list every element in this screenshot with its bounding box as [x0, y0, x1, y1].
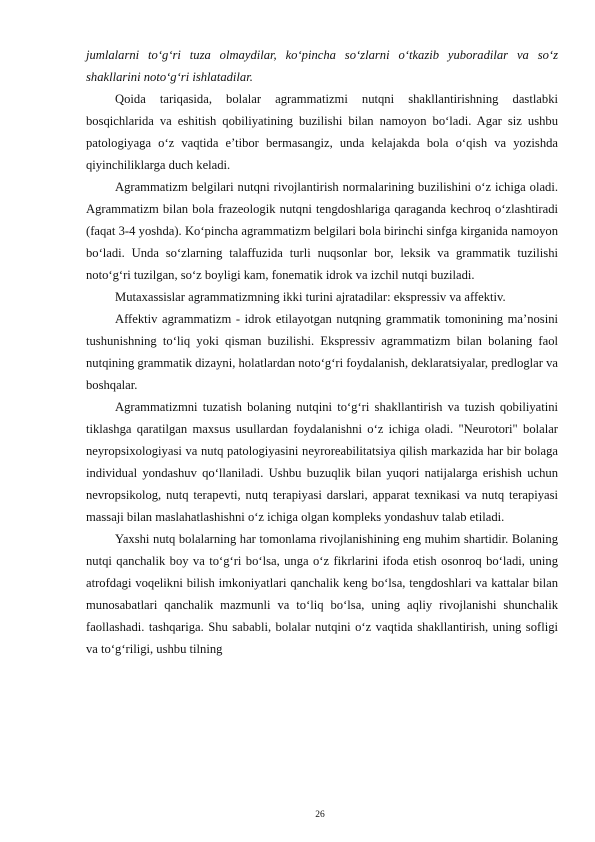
paragraph-good-speech: Yaxshi nutq bolalarning har tomonlama rivojlanishining eng muhim shartidir. Bolaning nutqi qanchalik boy va to‘g‘ri bo‘lsa, unga o‘z fikrlarini ifoda etish osonroq bo‘ladi, uning atrofdagi voqelikni bilish imkoniyatlari qanchalik keng bo‘lsa, tengdoshlari va kattalar bilan munosabatlari qanchalik mazmunli va to‘liq bo‘lsa, uning aqliy rivojlanishi shunchalik faollashadi. tashqariga. Shu sababli, bolalar nutqini o‘z vaqtida shakllantirish, uning sofligi va to‘g‘riligi, ushbu tilning — [86, 532, 558, 656]
paragraph-continuation: jumlalarni to‘g‘ri tuza olmaydilar, ko‘pincha so‘zlarni o‘tkazib yuboradilar va so‘z shakllarini noto‘g‘ri ishlatadilar. — [86, 48, 558, 84]
page-number: 26 — [315, 810, 325, 820]
paragraph-correction: Agrammatizmni tuzatish bolaning nutqini to‘g‘ri shakllantirish va tuzish qobiliyatini tiklashga qaratilgan maxsus usullardan foydalanishni o‘z ichiga oladi. "Neurotori" bolalar neyropsixologiyasi va nutq patologiyasini neyroreabilitatsiya qilish markazida har bir bolaga individual yondashuv qo‘llaniladi. Ushbu buzuqlik bilan yuqori natijalarga erishish uchun nevropsikolog, nutq terapevti, nutq terapiyasi darslari, apparat texnikasi va nutq terapiyasi massaji bilan maslahatlashishni o‘z ichiga olgan kompleks yondashuv talab etiladi. — [86, 400, 558, 524]
paragraph-definitions: Affektiv agrammatizm - idrok etilayotgan nutqning grammatik tomonining ma’nosini tushunishning to‘liq yoki qisman buzilishi. Ekspressiv agrammatizm bilan bolaning faol nutqining grammatik dizayni, holatlardan noto‘g‘ri foydalanish, deklaratsiyalar, predloglar va boshqalar. — [86, 312, 558, 392]
document-body — [86, 44, 558, 660]
paragraph-types: Mutaxassislar agrammatizmning ikki turini ajratadilar: ekspressiv va affektiv. — [115, 290, 506, 304]
paragraph-symptoms: Agrammatizm belgilari nutqni rivojlantirish normalarining buzilishini o‘z ichiga oladi. Agrammatizm bilan bola frazeologik nutqni tengdoshlariga qaraganda kechroq o‘zlashtiradi (faqat 3-4 yoshda). Ko‘pincha agrammatizm belgilari bola birinchi sinfga kirganida namoyon bo‘ladi. Unda so‘zlarning talaffuzida turli nuqsonlar bor, leksik va grammatik tuzilishi noto‘g‘ri tuzilgan, so‘z boyligi kam, fonematik idrok va izchil nutqi buziladi. — [86, 180, 558, 282]
paragraph-intro: Qoida tariqasida, bolalar agrammatizmi nutqni shakllantirishning dastlabki bosqichlarida va eshitish qobiliyatining buzilishi bilan namoyon bo‘ladi. Agar siz ushbu patologiyaga o‘z vaqtida e’tibor bermasangiz, unda kelajakda bola o‘qish va yozishda qiyinchiliklarga duch keladi. — [86, 92, 558, 172]
